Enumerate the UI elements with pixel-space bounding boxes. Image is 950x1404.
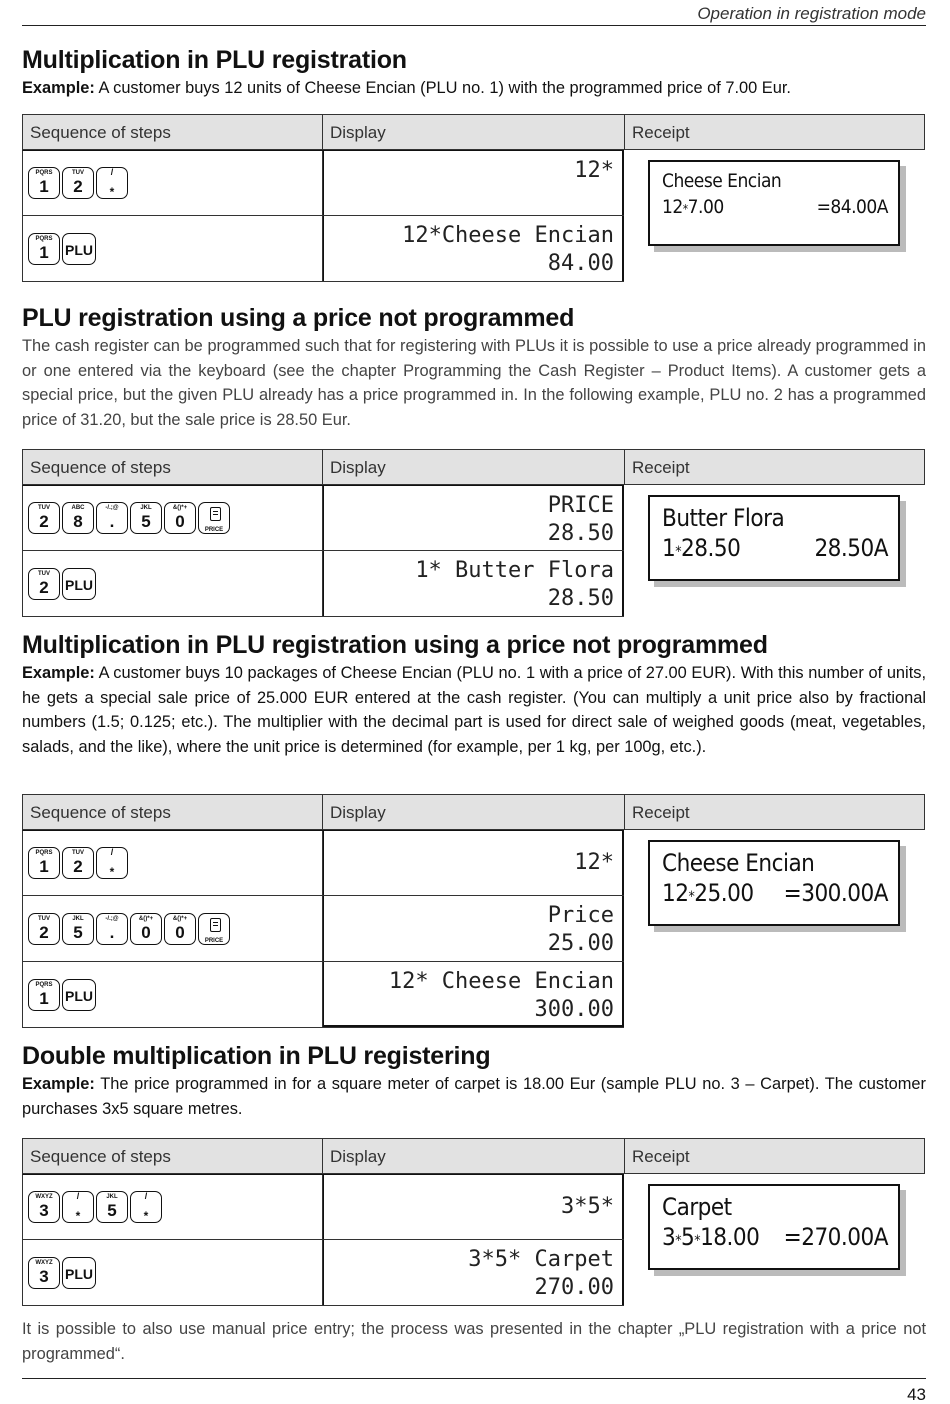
- key-sequence: [23, 831, 323, 895]
- section-plu-price-not-programmed: [22, 303, 926, 432]
- col-steps: Sequence of steps: [23, 450, 323, 484]
- key-5: JKL 5: [130, 502, 162, 534]
- key-1: PQRS 1: [28, 233, 60, 265]
- section-double-multiplication: [22, 1041, 926, 1121]
- col-display: Display: [323, 795, 625, 829]
- key-sequence: [23, 962, 323, 1027]
- key-5: JKL 5: [62, 913, 94, 945]
- section-title: PLU registration using a price not programmed: [22, 304, 575, 332]
- display-panel: 12* Cheese Encian 300.00: [323, 962, 625, 1027]
- key-plu: PLU: [62, 1257, 96, 1289]
- key-dot: -/.;@ .: [96, 913, 128, 945]
- display-panel: PRICE 28.50: [323, 486, 625, 550]
- receipt: Carpet 3*5*18.00 =270.00A: [648, 1184, 900, 1270]
- key-3: WXYZ 3: [28, 1257, 60, 1289]
- col-receipt: Receipt: [632, 1147, 690, 1166]
- display-panel: Price 25.00: [323, 896, 625, 961]
- key-sequence: [23, 1175, 323, 1239]
- example-label: Example:: [22, 79, 95, 97]
- key-dot: -/.;@ .: [96, 502, 128, 534]
- key-2: TUV 2: [62, 167, 94, 199]
- display-panel: 12*Cheese Encian 84.00: [323, 216, 625, 281]
- display-panel: 3*5* Carpet 270.00: [323, 1240, 625, 1305]
- key-2: TUV 2: [28, 568, 60, 600]
- display-panel: 12*: [323, 151, 625, 215]
- section-title: Multiplication in PLU registration using a price not programmed: [22, 631, 768, 659]
- key-sequence: [23, 896, 323, 961]
- key-1: PQRS 1: [28, 847, 60, 879]
- note-text: It is possible to also use manual price entry; the process was presented in the chapter „PLU registration with a price not programmed“.: [22, 1320, 926, 1363]
- display-panel: 1* Butter Flora 28.50: [323, 551, 625, 616]
- key-multiply: / *: [96, 847, 128, 879]
- example-text: The price programmed in for a square meter of carpet is 18.00 Eur (sample PLU no. 3 – Carpet). The customer purchases 3x5 square metres.: [22, 1075, 926, 1118]
- receipt: Butter Flora 1*28.50 28.50A: [648, 495, 900, 581]
- key-sequence: [23, 216, 323, 281]
- page-number: 43: [907, 1385, 926, 1404]
- col-receipt: Receipt: [632, 458, 690, 477]
- receipt: Cheese Encian 12*7.00 =84.00A: [648, 160, 900, 246]
- key-0: &()*+ 0: [164, 502, 196, 534]
- example-label: Example:: [22, 1075, 95, 1093]
- section-title: Double multiplication in PLU registering: [22, 1042, 491, 1070]
- display-panel: 3*5*: [323, 1175, 625, 1239]
- key-price: PRICE: [198, 913, 230, 945]
- key-0: &()*+ 0: [130, 913, 162, 945]
- col-display: Display: [323, 1139, 625, 1173]
- key-multiply: / *: [96, 167, 128, 199]
- key-sequence: [23, 151, 323, 215]
- col-display: Display: [323, 115, 625, 149]
- closing-note: [22, 1316, 926, 1366]
- key-0: &()*+ 0: [164, 913, 196, 945]
- price-icon: [210, 918, 221, 932]
- section-multiplication-plu: [22, 45, 926, 101]
- body-text: The cash register can be programmed such that for registering with PLUs it is possible to use a price already programmed in or one entered via the keyboard (see the chapter Programming the Cash Register – Product Items). A customer gets a special price, but the given PLU already has a price programmed in. In the following example, PLU no. 2 has a programmed price of 31.20, but the sale price is 28.50 Eur.: [22, 337, 926, 429]
- col-display: Display: [323, 450, 625, 484]
- key-2: TUV 2: [28, 913, 60, 945]
- key-sequence: [23, 551, 323, 616]
- running-header: Operation in registration mode: [22, 2, 926, 26]
- example-label: Example:: [22, 664, 95, 682]
- key-multiply: / *: [130, 1191, 162, 1223]
- key-1: PQRS 1: [28, 167, 60, 199]
- col-receipt: Receipt: [632, 123, 690, 142]
- key-plu: PLU: [62, 979, 96, 1011]
- example-text: A customer buys 12 units of Cheese Encian (PLU no. 1) with the programmed price of 7.00 Eur.: [94, 79, 791, 97]
- col-steps: Sequence of steps: [23, 795, 323, 829]
- receipt: Cheese Encian 12*25.00 =300.00A: [648, 840, 900, 926]
- footer-rule: [22, 1378, 926, 1379]
- key-plu: PLU: [62, 233, 96, 265]
- key-price: PRICE: [198, 502, 230, 534]
- display-panel: 12*: [323, 831, 625, 895]
- col-steps: Sequence of steps: [23, 1139, 323, 1173]
- steps-table-3: [22, 794, 925, 1028]
- key-2: TUV 2: [62, 847, 94, 879]
- key-5: JKL 5: [96, 1191, 128, 1223]
- example-text: A customer buys 10 packages of Cheese Encian (PLU no. 1 with a price of 27.00 EUR). With this number of units, he gets a special sale price of 25.000 EUR entered at the cash register. (You can multiply a unit price also by fractional numbers (1.5; 0.125; etc.). The multiplier with the decimal part is used for direct sale of weighed goods (meat, vegetables, salads, and the like), where the unit price is determined (for example, per 1 kg, per 100g, etc.).: [22, 664, 926, 756]
- key-1: PQRS 1: [28, 979, 60, 1011]
- steps-table-4: [22, 1138, 925, 1306]
- col-receipt: Receipt: [632, 803, 690, 822]
- col-steps: Sequence of steps: [23, 115, 323, 149]
- section-title: Multiplication in PLU registration: [22, 46, 407, 74]
- price-icon: [210, 507, 221, 521]
- key-2: TUV 2: [28, 502, 60, 534]
- steps-table-1: [22, 114, 925, 282]
- key-8: ABC 8: [62, 502, 94, 534]
- key-plu: PLU: [62, 568, 96, 600]
- key-sequence: [23, 1240, 323, 1305]
- key-3: WXYZ 3: [28, 1191, 60, 1223]
- key-multiply: / *: [62, 1191, 94, 1223]
- steps-table-2: [22, 449, 925, 617]
- key-sequence: [23, 486, 323, 550]
- section-multiplication-price-not-programmed: [22, 630, 926, 759]
